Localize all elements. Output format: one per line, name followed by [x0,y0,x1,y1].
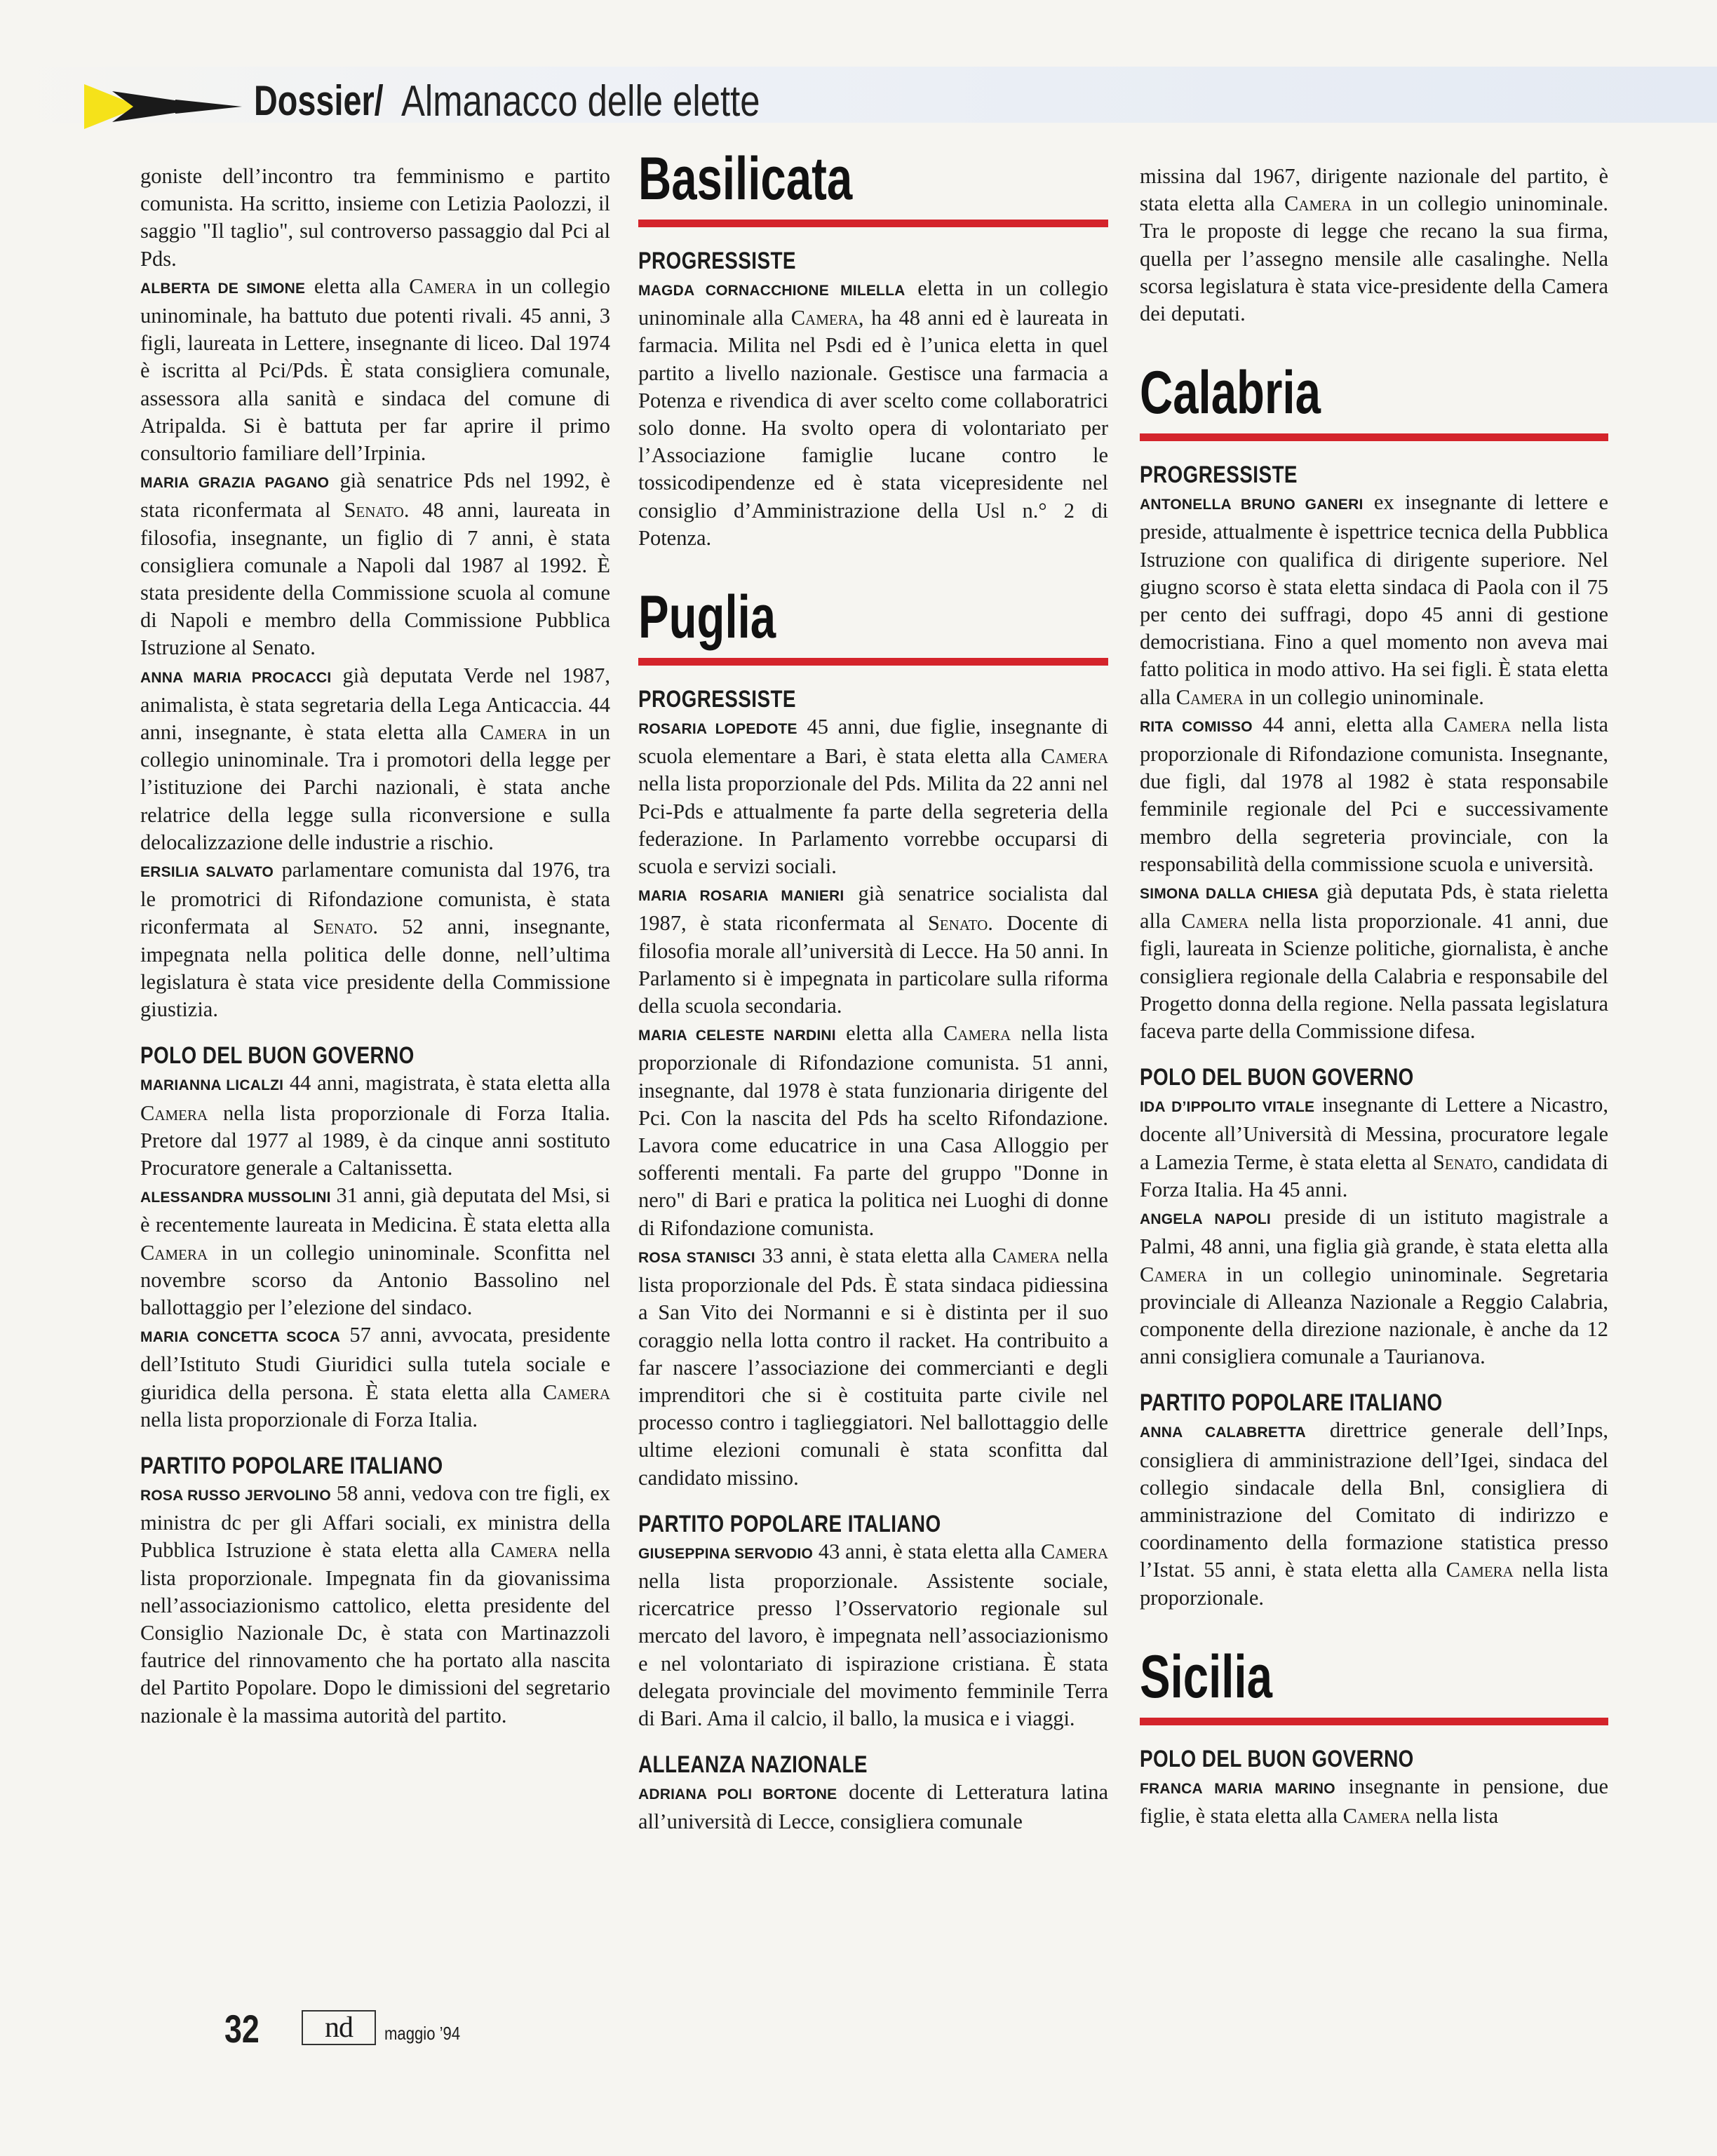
entry-chamber: Camera [409,274,477,298]
entry-text: . 48 anni, laureata in filosofia, insegnante, un figlio di 7 anni, è stata consigliera comunale a Napoli dal 1987 al 1992. È stata presidente della Commissione scuola al comune di Napoli e membro della Commissione Pubblica Istruzione al Senato. [140,498,610,660]
region-rule [638,658,1108,666]
entry-paragraph [1140,711,1608,878]
page-footer [224,2006,645,2062]
entry-text: in un collegio uninominale. Sconfitta nel novembre scorso da Antonio Bassolino nel ballottaggio per l’elezione del sindaco. [140,1240,610,1319]
entry-text: già senatrice Pds nel 1992, è stata riconfermata al [140,469,611,523]
entry-text: . 52 anni, insegnante, impegnata nella politica delle donne, nell’ultima legislatura è stata vice presidente della Commissione giustizia. [140,915,610,1022]
issue-date: maggio ’94 [384,2023,461,2044]
entry-list [1140,1773,1608,1830]
entry-paragraph [638,1020,1108,1242]
entry-chamber: Camera [480,720,548,745]
column-1 [140,163,610,1730]
entry-chamber: Camera [1040,744,1108,769]
party-heading: PROGRESSISTE [638,686,796,713]
party-heading: PARTITO POPOLARE ITALIANO [638,1510,941,1537]
entry-text: in un collegio uninominale. Tra i promotori della legge per l’istituzione dei Parchi nazionali, è stata anche relatrice della legge sulla riconversione e sulla delocalizzazione delle industrie a rischio. [140,720,610,854]
entry-text: nella lista proporzionale. 41 anni, due figli, laureata in Scienze politiche, giornalista, è anche consigliera regionale della Calabria e responsabile del Progetto donna della regione. Nella passata legislatura faceva parte della Commissione difesa. [1140,909,1608,1044]
entry-name: MARIA CONCETTA SCOCA [140,1329,341,1346]
entry-paragraph [1140,489,1608,711]
column-2 [638,145,1109,1836]
entry-chamber: Camera [1040,1539,1109,1563]
entry-name: FRANCA MARIA MARINO [1140,1780,1335,1797]
entry-text: docente di Letteratura latina all’università di Lecce, consigliera comunale [638,1780,1108,1834]
entry-text: già deputata Verde nel 1987, animalista, è stata segretaria della Lega Anticaccia. 44 anni, insegnante, è stata eletta alla [140,663,610,745]
entry-chamber: Senato [1432,1150,1493,1174]
entry-text: nella lista proporzionale. Assistente sociale, ricercatrice presso l’Osservatorio regionale sul mercato del lavoro, è impegnata nell’associazionismo e nel volontariato di ispirazione cristiana. È stata delegata provinciale del movimento femminile Terra di Bari. Ama il calcio, il ballo, la musica e i viaggi. [638,1568,1108,1730]
entry-text: nella lista proporzionale del Pds. Milita da 22 anni nel Pci-Pds e attualmente fa parte della segreteria della federazione. In Parlamento vorrebbe occuparsi di scuola e servizi sociali. [638,772,1108,879]
entry-name: ROSA RUSSO JERVOLINO [140,1487,331,1504]
entry-chamber: Camera [1140,1262,1208,1286]
entry-name: SIMONA DALLA CHIESA [1140,886,1319,903]
entry-paragraph [1140,1773,1608,1830]
entry-text: missina dal 1967, dirigente nazionale del partito, è stata eletta alla [1140,164,1608,216]
entry-text: insegnante di Lettere a Nicastro, docente all’Università di Messina, procuratore legale a Lamezia Terme, è stata eletta al [1140,1093,1608,1174]
entry-text: 57 anni, avvocata, presidente dell’Istituto Studi Giuridici sulla tutela sociale e giuridica della persona. È stata eletta alla [140,1323,610,1404]
entry-name: ROSARIA LOPEDOTE [638,721,797,738]
entry-text: in un collegio uninominale. Segretaria provinciale di Alleanza Nazionale a Reggio Calabria, componente della direzione nazionale, è anche da 12 anni consigliera comunale a Taurianova. [1140,1262,1608,1369]
entry-text: nella lista proporzionale. [1140,1558,1608,1610]
entry-list [1140,1091,1608,1370]
entry-list [638,1538,1108,1732]
entry-name: ALESSANDRA MUSSOLINI [140,1190,331,1206]
entry-list [638,1779,1108,1835]
entry-name: GIUSEPPINA SERVODIO [638,1545,814,1562]
entry-text: parlamentare comunista dal 1976, tra le promotrici di Rifondazione comunista, è stata riconfermata al [140,858,610,939]
region-rule [638,220,1108,227]
entry-paragraph [1140,878,1608,1045]
entry-text: nella lista proporzionale. Impegnata fin da giovanissima nell’associazionismo cattolico, eletta presidente del Consiglio Nazionale Dc, è stata con Martinazzoli fautrice del rinnovamento che ha portato alla nascita del Partito Popolare. Dopo le dimissioni del segretario nazionale è la massima autorità del partito. [140,1538,610,1727]
page-number: 32 [224,2007,260,2051]
entry-name: ANNA CALABRETTA [1140,1424,1306,1441]
region-heading [1140,359,1608,447]
region-heading [638,584,1108,671]
entry-text: nella lista proporzionale di Forza Italia. Pretore dal 1977 al 1989, è da cinque anni sostituto Procuratore generale a Caltanissetta. [140,1100,610,1180]
entry-list [140,273,610,1023]
entry-text: preside di un istituto magistrale a Palmi, 48 anni, una figlia già grande, è stata eletta alla [1140,1205,1609,1259]
entry-text: nella lista proporzionale di Rifondazione comunista. Insegnante, due figli, dal 1978 al 1982 è stata responsabile femminile regionale del Pci e successivamente membro della segreteria provinciale, con la responsabilità della commissione scuola e università. [1140,712,1608,876]
region-title: Sicilia [1140,1643,1272,1711]
entry-text: , candidata di Forza Italia. Ha 45 anni. [1140,1150,1608,1201]
party-heading: POLO DEL BUON GOVERNO [1140,1745,1414,1772]
region-heading [1140,1643,1608,1731]
entry-chamber: Camera [1181,909,1249,934]
entry-name: MARIA ROSARIA MANIERI [638,888,844,905]
entry-paragraph [140,662,610,856]
column-3 [1140,163,1608,1830]
entry-text: eletta in un collegio uninominale alla [638,276,1108,330]
entry-list [638,275,1108,552]
entry-text: 44 anni, eletta alla [1252,712,1444,736]
entry-name: MARIA CELESTE NARDINI [638,1028,836,1044]
entry-chamber: Camera [1284,191,1352,216]
entry-paragraph [140,856,610,1023]
party-heading: PARTITO POPOLARE ITALIANO [1140,1389,1443,1417]
arrow-icon [84,79,245,135]
entry-paragraph [1140,163,1608,328]
entry-text: 44 anni, magistrata, è stata eletta alla [283,1071,611,1096]
intro-text: goniste dell’incontro tra femminismo e partito comunista. Ha scritto, insieme con Letizia Paolozzi, il saggio "Il taglio", sul controverso passaggio dal Pci al Pds. [140,164,610,271]
entry-chamber: Camera [140,1240,208,1265]
region-rule [1140,433,1608,441]
entry-chamber: Camera [790,306,858,330]
entry-name: RITA COMISSO [1140,718,1253,735]
entry-list [1140,489,1608,1045]
magazine-logo [302,2010,376,2045]
entry-chamber: Senato [344,498,404,523]
entry-paragraph [638,1538,1108,1732]
entry-text: 58 anni, vedova con tre figli, ex ministra dc per gli Affari sociali, ex ministra della Pubblica Istruzione è stata eletta alla [140,1481,610,1563]
party-heading: ALLEANZA NAZIONALE [638,1751,868,1779]
entry-name: ANTONELLA BRUNO GANERI [1140,497,1364,513]
entry-paragraph [638,1779,1108,1835]
entry-paragraph [140,1480,610,1730]
entry-text: 45 anni, due figlie, insegnante di scuola elementare a Bari, è stata eletta alla [638,715,1108,769]
entry-paragraph [140,467,610,661]
entry-text: in un collegio uninominale. [1243,685,1484,709]
entry-chamber: Camera [992,1243,1060,1267]
entry-chamber: Camera [943,1021,1011,1046]
region-title: Puglia [638,584,776,652]
header-section: Dossier/ [254,77,384,124]
entry-paragraph [638,1242,1108,1492]
entry-chamber: Senato [927,911,988,936]
entry-list [1140,163,1608,328]
entry-text: già deputata Pds, è stata rieletta alla [1140,880,1608,934]
entry-paragraph [638,713,1108,880]
entry-paragraph [140,1321,610,1434]
entry-chamber: Camera [1446,1558,1514,1582]
entry-list [140,1070,610,1434]
entry-text: nella lista proporzionale del Pds. È stata sindaca pidiessina a San Vito dei Normanni e si è distinta per il suo coraggio nella lotta contro il racket. Ha contribuito a far nascere l’associazione dei commercianti e degli imprenditori che si è costituita parte civile nel processo contro i taglieggiatori. Nel ballottaggio delle ultime elezioni comunali è stata sconfitta dal candidato missino. [638,1243,1108,1490]
entry-chamber: Camera [542,1380,610,1404]
entry-paragraph [638,880,1108,1020]
entry-text: eletta alla [835,1021,943,1046]
entry-name: MARIANNA LICALZI [140,1077,284,1094]
entry-text: ex insegnante di lettere e preside, attualmente è ispettrice tecnica della Pubblica Istruzione con qualifica di dirigente superiore. Nel giugno scorso è stata eletta sindaca di Paola con il 75 per cento dei suffragi, dopo 45 anni di gestione democristiana. Fino a quel momento non aveva mai fatto politica in modo attivo. Ha sei figli. È stata eletta alla [1140,490,1608,709]
logo-text: nd [325,2012,353,2044]
entry-name: IDA D’IPPOLITO VITALE [1140,1099,1315,1116]
entry-text: già senatrice socialista dal 1987, è stata riconfermata al [638,882,1108,936]
entry-name: ADRIANA POLI BORTONE [638,1786,837,1803]
region-title: Calabria [1140,359,1321,427]
entry-text: insegnante in pensione, due figlie, è stata eletta alla [1140,1774,1608,1828]
entry-paragraph [1140,1417,1608,1611]
header-title [254,77,760,126]
entry-paragraph [140,273,610,467]
region-rule [1140,1718,1608,1725]
entry-paragraph [1140,1204,1608,1370]
entry-chamber: Camera [490,1538,558,1563]
entry-chamber: Camera [1443,712,1511,736]
entry-chamber: Camera [140,1100,208,1125]
party-heading: PARTITO POPOLARE ITALIANO [140,1452,443,1479]
entry-text: direttrice generale dell’Inps, consigliera di amministrazione dell’Igei, sindaca del collegio sindacale della Bnl, consigliera di amministrazione del Comitato di indirizzo e coordinamento della formazione statistica presso l’Istat. 55 anni, è stata eletta alla [1140,1418,1608,1582]
entry-name: ALBERTA DE SIMONE [140,280,306,297]
region-title: Basilicata [638,145,853,213]
party-heading: POLO DEL BUON GOVERNO [1140,1064,1414,1091]
entry-name: MAGDA CORNACCHIONE MILELLA [638,283,905,299]
entry-text: in un collegio uninominale. Tra le proposte di legge che recano la sua firma, quella per l’assegno mensile alle casalinghe. Nella scorsa legislatura è stata vice-presidente della Camera dei deputati. [1140,191,1608,326]
entry-text: eletta alla [305,274,410,298]
region-heading [638,145,1108,233]
entry-chamber: Camera [1342,1803,1410,1828]
entry-chamber: Camera [1176,685,1244,709]
entry-text: nella lista [1410,1803,1499,1828]
entry-paragraph [1140,1091,1608,1204]
entry-paragraph [638,275,1108,552]
party-heading: PROGRESSISTE [1140,461,1298,489]
entry-paragraph [140,1182,610,1321]
entry-name: ANGELA NAPOLI [1140,1211,1271,1228]
party-heading: POLO DEL BUON GOVERNO [140,1042,415,1070]
entry-text: . Docente di filosofia morale all’università di Lecce. Ha 50 anni. In Parlamento si è impegnata in particolare sulla riforma della scuola secondaria. [638,911,1108,1018]
entry-list [1140,1417,1608,1611]
party-heading: PROGRESSISTE [638,248,796,274]
entry-list [638,713,1108,1492]
entry-text: nella lista proporzionale di Rifondazione comunista. 51 anni, insegnante, dal 1978 è stata funzionaria dirigente del Pci. Con la nascita del Pds ha scelto Rifondazione. Lavora come educatrice in una Casa Alloggio per sofferenti mentali. Fa parte del gruppo "Donne in nero" di Bari e pratica la politica nei Luoghi di donne di Rifondazione comunista. [638,1021,1108,1240]
entry-text: 31 anni, già deputata del Msi, si è recentemente laureata in Medicina. È stata eletta alla [140,1183,610,1237]
entry-text: nella lista proporzionale di Forza Italia. [140,1407,478,1431]
entry-name: ROSA STANISCI [638,1249,755,1266]
entry-name: MARIA GRAZIA PAGANO [140,475,330,492]
entry-paragraph [140,1070,610,1182]
entry-text: , ha 48 anni ed è laureata in farmacia. Milita nel Psdi ed è l’unica eletta in quel partito a livello nazionale. Gestisce una farmacia a Potenza e rivendica di aver scelto come collaboratrici solo donne. Ha svolto opera di volontariato per l’Associazione famiglie lucane contro le tossicodipendenze ed è stata vicepresidente nel consiglio d’Amministrazione della Usl n.° 2 di Potenza. [638,306,1108,550]
entry-name: ANNA MARIA PROCACCI [140,669,332,686]
entry-text: 43 anni, è stata eletta alla [813,1539,1041,1563]
header-subtitle: Almanacco delle elette [401,77,760,126]
entry-name: ERSILIA SALVATO [140,864,274,881]
entry-list [140,1480,610,1730]
entry-chamber: Senato [312,915,373,939]
entry-text: 33 anni, è stata eletta alla [755,1243,992,1267]
entry-text: in un collegio uninominale, ha battuto due potenti rivali. 45 anni, 3 figli, laureata in Lettere, insegnante di liceo. Dal 1974 è iscritta al Pci/Pds. È stata consigliera comunale, assessora alla sanità e sindaca del comune di Atripalda. Si è battuta per far aprire il primo consultorio familiare dell’Irpinia. [140,274,610,466]
